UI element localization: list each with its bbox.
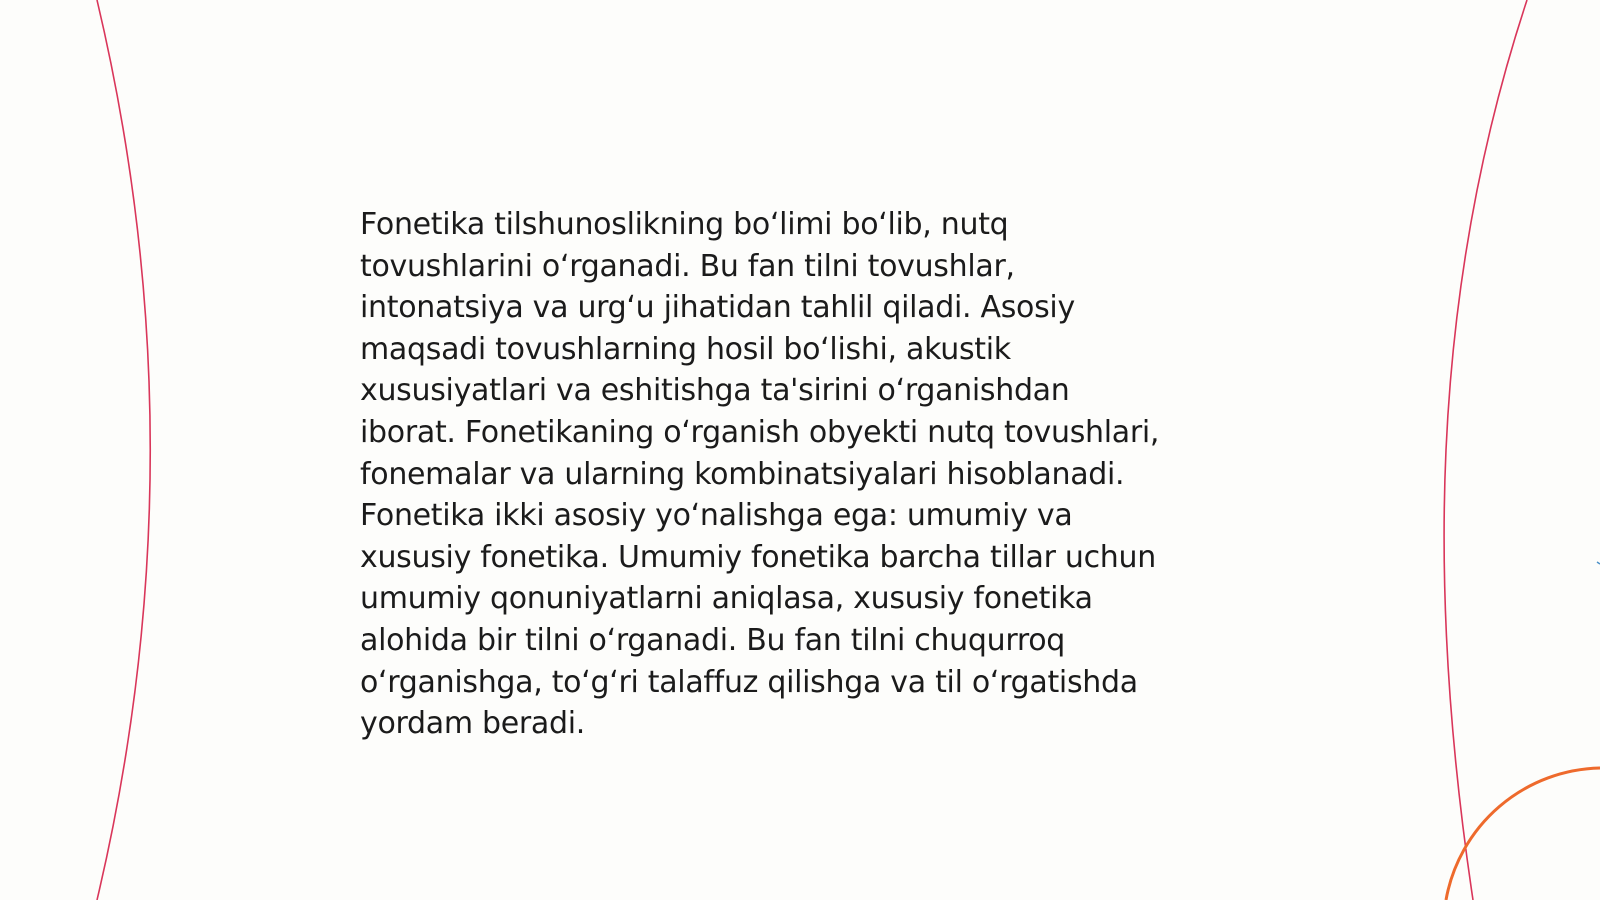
paragraph-line: xususiy fonetika. Umumiy fonetika barcha tillar uchun — [360, 539, 1156, 575]
paragraph-line: xususiyatlari va eshitishga ta'sirini o‘rganishdan — [360, 373, 1070, 409]
paragraph-line: umumiy qonuniyatlarni aniqlasa, xususiy fonetika — [360, 581, 1093, 617]
paragraph-line: maqsadi tovushlarning hosil bo‘lishi, akustik — [360, 331, 1011, 367]
paragraph-line: Fonetika tilshunoslikning bo‘limi bo‘lib, nutq — [360, 207, 1009, 242]
orange-arc — [1446, 768, 1600, 900]
paragraph-line: tovushlarini o‘rganadi. Bu fan tilni tovushlar, — [360, 248, 1015, 284]
paragraph-line: iborat. Fonetikaning o‘rganish obyekti nutq tovushlari, — [360, 414, 1160, 450]
right-curve-line — [1444, 0, 1527, 900]
paragraph-line: Fonetika ikki asosiy yo‘nalishga ega: umumiy va — [360, 498, 1073, 534]
paragraph-line: o‘rganishga, to‘g‘ri talaffuz qilishga va til o‘rgatishda — [360, 664, 1138, 700]
paragraph-line: alohida bir tilni o‘rganadi. Bu fan tilni chuqurroq — [360, 622, 1066, 658]
paragraph-line: intonatsiya va urg‘u jihatidan tahlil qiladi. Asosiy — [360, 290, 1075, 326]
left-curve-line — [97, 0, 150, 900]
body-paragraph — [360, 204, 1260, 745]
paragraph-line: yordam beradi. — [360, 706, 586, 742]
paragraph-line: fonemalar va ularning kombinatsiyalari hisoblanadi. — [360, 456, 1125, 492]
